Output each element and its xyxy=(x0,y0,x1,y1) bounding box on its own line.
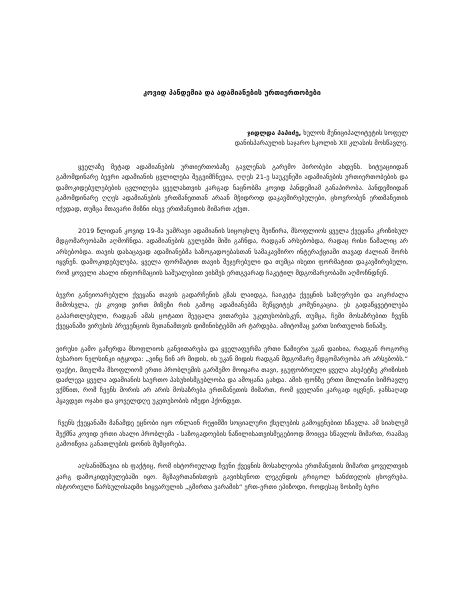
document-title: კოვიდ პანდემია და ადამიანების ურთიერთობები xyxy=(143,89,321,97)
author-affiliation-2: დანისპარაულის საჯარო სკოლის XII კლასის მოსწავლე. xyxy=(234,139,408,147)
author-name: ჯიდლდა პაპიძე, xyxy=(247,129,302,137)
paragraph-1: ყველაზე მეტად ადამიანების ურთიერთობაზე გავლენას გარემო პირობები ახდენს. სიტუაციიდან გამომდინარე ბევრი ადამიანის ცვლილება შეგვიმჩნევია, ღღეს 21-ე საუკუნეში ადამიანების ურთიერთობების და დამოკიდებულებების ცვლილება ყველასთვის კარგად ნაცნობმა კოვიდ პანდემიამ განაპირობა. პანდემიიდან გამომდინარე ღღეს ადამიანების ერთმანეთთან არაან მჭიდროდ დაკავშირებულები, ცხოვრობენ ერთმანეთის იქვდად, თუმცა მთავარი მიზნი ისევ ერთმანეთის მიმართ აქვთ. xyxy=(56,163,408,213)
author-block xyxy=(56,128,408,148)
paragraph-5: ჩვენს ქვეყანაში მანამდე ეცნობი იყო ონლაინ რეჟიმში სოციალური ქსელების გამოყენებით სწავლა. ამ სიახლემ შექმნა კოვიდ ერთი ახალი პრობლემა - საზოგადოების ნაწილისათვისმეგებიოდ მოიცვა სწავლის მიმართ, რაამაც გამოიწვია განათლების დონის შემცირება. xyxy=(56,419,408,448)
paragraph-3: ბევრი განეიოარებული ქვეყანა თავის გადარჩენის გზას ლაიდგა, ჩაიკეტა ქვეყნის საზღვრები და აიკრძალა მიმოსვლა, ეს კოვიდ ვირთ მიზეზი რის გამოც ადამიანებმა შეწყვიტეს კომუნიკაცია. ეს გადაწყვეტილება გაპართლებული, რადგან ამას ცოტათი შეეცალა ვითარება უკეთესობისკენ, თუმცა, ჩემი მოსაზრებით ჩვენს ქვეყანაში ვირუსის პრევენციის მეთანამთვის დიმინისტებში არ ტარდება. ამიტომაც ვართ სირთულის წინაშე. xyxy=(56,291,408,331)
author-affiliation-1: ხულოს მუნიციპალიტეტის სოფელ xyxy=(301,129,408,137)
paragraph-4: ვირუსი გამო გაჩერდა მსოფლიოს განვითარება და ყველაფერმა ერთი წამიერი უკან დაიხია, რადგან როგორც ბუსარიო ნელსინკი იტყოდა: „ვინც წინ არ მიდის, ის უკან მიდის რადგან მდგომარე მდგომარეობა არ არსებობს.“ ფაქტი, მთელმა მსოფლიომ ერთი პრობლემის გარშემო მოიყარა თავი, ჯგუფობრიული ყველა ასეპეტზე კრიზისის დაძლევა ყველა ადამიანის საერთო პასუხისმგებლობა და ამოცანა გახდა. ამის ფონზე ერთი მთლიანი სიმრავლე ვქმნით, რომ ჩვენს შორის არ არის მოსაზრება ერთმანეთის მიმართ, რომ ყველანი კარგად იყვნენ, ჯანსაღად ჰყავდეთ ოჯახი და ყოველდღე უკეთესობის იმედი ჰქონდეთ. xyxy=(56,344,408,405)
paragraph-6: აღსანიშნავია ის ფაქტიც, რომ ისტორიულად ჩვენი ქვეყნის მოსახლეობა ერთმანეთის მიმართ ყოველთვის კარგ დამოკიდებულებაში იყო. მგზავრთანისთვის გავიხსენოთ ლეგენდის გრიგოლ ხანძთელის ცხოვრება. ისტორიული წარსულისადმი სიყვარულის „გმირთა ვარამის“ ერთ-ერთი ეპიზოდი, როდესაც ზოსიმე ბერი xyxy=(56,462,408,492)
paragraph-2: 2019 წლიდან კოვიდ 19-მა უამრავი ადამიანის სიცოცხლე შეიწირა, მსოფლიოს ყველა ქვეყანა კრიზისულ მდგომარეობაში აღმოჩნდა. ადამიანების გულებში შიში გაჩნდა, რადგან არსებობდა, რადაც რისი წამალიც არ არსებობდა. თავის დასაცავად ადამიანებმა საზოგადოებასთან სამაკავშირო ინტერაქციაში თავად ძალიან შორს იყვნენ. დამოკიდებულება, ყველა ფორმატით თავის შეჯერებული და თუმცა ისეთი ფორმატით დაკავშირებული, რომ ყოველი ახალი ინფორმაციის საშუალებით ვისმეს ერთგვარად ჩაკეტილ მდგომარეობაში აღმოჩნდნენ. xyxy=(56,227,408,277)
author-line-1 xyxy=(247,129,408,137)
